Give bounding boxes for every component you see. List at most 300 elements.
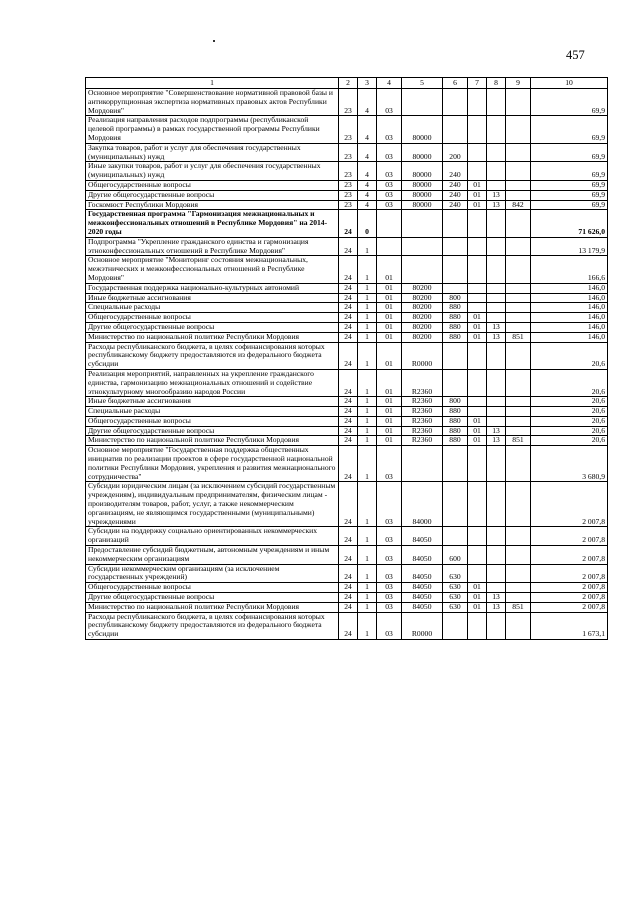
- code-cell-c2: 24: [339, 397, 358, 407]
- code-cell-c9: [506, 303, 531, 313]
- code-cell-c9: [506, 527, 531, 546]
- code-cell-c6: 600: [443, 546, 468, 565]
- header-cell: 4: [377, 78, 402, 89]
- row-name-cell: Субсидии некоммерческим организациям (за исключением государственных учреждений): [86, 564, 339, 583]
- code-cell-c5: 80200: [402, 303, 443, 313]
- table-body: [86, 78, 608, 640]
- code-cell-c3: 1: [358, 527, 377, 546]
- table-row: [86, 200, 608, 210]
- code-cell-c9: [506, 342, 531, 369]
- code-cell-c2: 24: [339, 369, 358, 396]
- code-cell-c3: 1: [358, 283, 377, 293]
- code-cell-c7: 01: [468, 426, 487, 436]
- amount-cell: 2 007,8: [531, 482, 608, 527]
- code-cell-c6: 880: [443, 313, 468, 323]
- code-cell-c4: 03: [377, 162, 402, 181]
- code-cell-c5: R0000: [402, 612, 443, 639]
- code-cell-c2: 24: [339, 416, 358, 426]
- code-cell-c3: 1: [358, 293, 377, 303]
- header-cell: 7: [468, 78, 487, 89]
- code-cell-c7: [468, 612, 487, 639]
- row-name-cell: Закупка товаров, работ и услуг для обеспечения государственных (муниципальных) нужд: [86, 143, 339, 162]
- table-row: [86, 593, 608, 603]
- code-cell-c9: [506, 612, 531, 639]
- code-cell-c7: [468, 283, 487, 293]
- code-cell-c4: 03: [377, 612, 402, 639]
- code-cell-c6: 200: [443, 143, 468, 162]
- table-row: [86, 407, 608, 417]
- code-cell-c8: [487, 583, 506, 593]
- code-cell-c7: 01: [468, 436, 487, 446]
- table-row: [86, 527, 608, 546]
- table-row: [86, 416, 608, 426]
- code-cell-c4: 03: [377, 190, 402, 200]
- header-cell: 8: [487, 78, 506, 89]
- code-cell-c5: R2360: [402, 407, 443, 417]
- code-cell-c9: [506, 162, 531, 181]
- code-cell-c5: 80200: [402, 313, 443, 323]
- code-cell-c9: [506, 593, 531, 603]
- code-cell-c5: [402, 210, 443, 237]
- table-row: [86, 583, 608, 593]
- code-cell-c9: [506, 446, 531, 482]
- table-row: [86, 116, 608, 143]
- code-cell-c2: 24: [339, 583, 358, 593]
- code-cell-c6: 880: [443, 436, 468, 446]
- code-cell-c7: [468, 546, 487, 565]
- code-cell-c8: 13: [487, 436, 506, 446]
- code-cell-c6: 880: [443, 303, 468, 313]
- amount-cell: 20,6: [531, 416, 608, 426]
- code-cell-c6: 630: [443, 583, 468, 593]
- page-number: 457: [566, 48, 585, 62]
- code-cell-c7: [468, 303, 487, 313]
- code-cell-c4: [377, 210, 402, 237]
- code-cell-c4: 03: [377, 143, 402, 162]
- amount-cell: 69,9: [531, 162, 608, 181]
- code-cell-c9: 851: [506, 602, 531, 612]
- row-name-cell: Иные бюджетные ассигнования: [86, 397, 339, 407]
- code-cell-c4: 03: [377, 527, 402, 546]
- code-cell-c9: [506, 190, 531, 200]
- code-cell-c2: 24: [339, 293, 358, 303]
- code-cell-c3: 1: [358, 313, 377, 323]
- code-cell-c8: [487, 116, 506, 143]
- code-cell-c6: 880: [443, 426, 468, 436]
- code-cell-c7: [468, 143, 487, 162]
- code-cell-c5: 80000: [402, 190, 443, 200]
- amount-cell: 146,0: [531, 322, 608, 332]
- code-cell-c7: [468, 407, 487, 417]
- code-cell-c5: 80000: [402, 143, 443, 162]
- table-row: [86, 89, 608, 116]
- amount-cell: 20,6: [531, 369, 608, 396]
- code-cell-c8: 13: [487, 190, 506, 200]
- code-cell-c4: 03: [377, 602, 402, 612]
- table-row: [86, 436, 608, 446]
- table-row: [86, 546, 608, 565]
- code-cell-c3: 1: [358, 397, 377, 407]
- code-cell-c7: 01: [468, 332, 487, 342]
- code-cell-c2: 24: [339, 602, 358, 612]
- code-cell-c6: 800: [443, 397, 468, 407]
- row-name-cell: Субсидии юридическим лицам (за исключением субсидий государственным учреждениям), индивидуальным предпринимателям, физическим лицам - производителям товаров, работ, услуг, а также некоммерческим организациям, не являющимся государственными (муниципальными) учреждениями: [86, 482, 339, 527]
- code-cell-c8: [487, 369, 506, 396]
- code-cell-c4: 01: [377, 397, 402, 407]
- code-cell-c6: [443, 237, 468, 256]
- code-cell-c3: 1: [358, 612, 377, 639]
- code-cell-c7: 01: [468, 593, 487, 603]
- code-cell-c8: [487, 256, 506, 283]
- code-cell-c4: 01: [377, 322, 402, 332]
- code-cell-c9: [506, 89, 531, 116]
- table-row: [86, 446, 608, 482]
- code-cell-c4: 03: [377, 546, 402, 565]
- code-cell-c8: [487, 546, 506, 565]
- code-cell-c3: 1: [358, 446, 377, 482]
- code-cell-c9: [506, 143, 531, 162]
- code-cell-c8: [487, 293, 506, 303]
- code-cell-c5: R2360: [402, 397, 443, 407]
- code-cell-c2: 24: [339, 612, 358, 639]
- row-name-cell: Предоставление субсидий бюджетным, автономным учреждениям и иным некоммерческим организациям: [86, 546, 339, 565]
- code-cell-c4: 01: [377, 426, 402, 436]
- row-name-cell: Основное мероприятие "Государственная поддержка общественных инициатив по реализации проектов в сфере государственной национальной политики Республики Мордовия, укрепления и развития межнационального сотрудничества": [86, 446, 339, 482]
- row-name-cell: Другие общегосударственные вопросы: [86, 426, 339, 436]
- code-cell-c3: 4: [358, 180, 377, 190]
- table-row: [86, 332, 608, 342]
- table-row: [86, 426, 608, 436]
- amount-cell: 2 007,8: [531, 564, 608, 583]
- code-cell-c6: 880: [443, 332, 468, 342]
- code-cell-c3: 1: [358, 564, 377, 583]
- table-row: [86, 342, 608, 369]
- code-cell-c9: [506, 369, 531, 396]
- code-cell-c9: [506, 237, 531, 256]
- code-cell-c4: 01: [377, 303, 402, 313]
- table-row: [86, 190, 608, 200]
- code-cell-c4: 01: [377, 256, 402, 283]
- row-name-cell: Расходы республиканского бюджета, в целях софинансирования которых республиканскому бюджету предоставляются из федерального бюджета субсидии: [86, 612, 339, 639]
- code-cell-c8: [487, 446, 506, 482]
- code-cell-c8: 13: [487, 426, 506, 436]
- table-row: [86, 143, 608, 162]
- code-cell-c2: 24: [339, 593, 358, 603]
- code-cell-c2: 24: [339, 322, 358, 332]
- header-cell: 1: [86, 78, 339, 89]
- code-cell-c5: 84050: [402, 583, 443, 593]
- code-cell-c4: 01: [377, 407, 402, 417]
- code-cell-c7: [468, 564, 487, 583]
- amount-cell: 146,0: [531, 303, 608, 313]
- code-cell-c5: [402, 237, 443, 256]
- code-cell-c8: [487, 210, 506, 237]
- code-cell-c3: 4: [358, 89, 377, 116]
- code-cell-c4: 03: [377, 446, 402, 482]
- code-cell-c4: 01: [377, 342, 402, 369]
- amount-cell: 71 626,0: [531, 210, 608, 237]
- code-cell-c3: 1: [358, 482, 377, 527]
- table-row: [86, 369, 608, 396]
- code-cell-c7: [468, 482, 487, 527]
- amount-cell: 20,6: [531, 342, 608, 369]
- code-cell-c5: 84050: [402, 527, 443, 546]
- row-name-cell: Общегосударственные вопросы: [86, 180, 339, 190]
- table-row: [86, 602, 608, 612]
- code-cell-c2: 24: [339, 546, 358, 565]
- table-row: [86, 482, 608, 527]
- table-row: [86, 313, 608, 323]
- row-name-cell: Министерство по национальной политике Республики Мордовия: [86, 602, 339, 612]
- row-name-cell: Субсидии на поддержку социально ориентированных некоммерческих организаций: [86, 527, 339, 546]
- code-cell-c2: 24: [339, 342, 358, 369]
- code-cell-c5: 84050: [402, 546, 443, 565]
- code-cell-c7: 01: [468, 602, 487, 612]
- header-cell: 2: [339, 78, 358, 89]
- code-cell-c9: [506, 293, 531, 303]
- row-name-cell: Общегосударственные вопросы: [86, 583, 339, 593]
- code-cell-c2: 24: [339, 446, 358, 482]
- header-cell: 3: [358, 78, 377, 89]
- code-cell-c8: [487, 283, 506, 293]
- row-name-cell: Подпрограмма "Укрепление гражданского единства и гармонизация этноконфессиональных отношений в Республике Мордовия": [86, 237, 339, 256]
- code-cell-c7: 01: [468, 190, 487, 200]
- code-cell-c8: [487, 342, 506, 369]
- code-cell-c5: 80200: [402, 332, 443, 342]
- header-cell: 10: [531, 78, 608, 89]
- amount-cell: 69,9: [531, 89, 608, 116]
- code-cell-c6: [443, 369, 468, 396]
- code-cell-c9: [506, 482, 531, 527]
- code-cell-c4: 03: [377, 593, 402, 603]
- code-cell-c5: 84050: [402, 593, 443, 603]
- amount-cell: 69,9: [531, 200, 608, 210]
- code-cell-c3: 4: [358, 162, 377, 181]
- code-cell-c6: 240: [443, 180, 468, 190]
- code-cell-c2: 23: [339, 89, 358, 116]
- code-cell-c5: 84050: [402, 564, 443, 583]
- code-cell-c4: 03: [377, 583, 402, 593]
- code-cell-c2: 24: [339, 210, 358, 237]
- code-cell-c7: [468, 446, 487, 482]
- table-row: [86, 612, 608, 639]
- code-cell-c2: 24: [339, 332, 358, 342]
- amount-cell: 20,6: [531, 407, 608, 417]
- header-cell: 6: [443, 78, 468, 89]
- code-cell-c5: 84000: [402, 482, 443, 527]
- code-cell-c5: 80200: [402, 283, 443, 293]
- code-cell-c3: 1: [358, 426, 377, 436]
- code-cell-c8: 13: [487, 593, 506, 603]
- code-cell-c8: 13: [487, 332, 506, 342]
- code-cell-c2: 23: [339, 143, 358, 162]
- code-cell-c9: [506, 407, 531, 417]
- amount-cell: 146,0: [531, 332, 608, 342]
- code-cell-c9: [506, 564, 531, 583]
- code-cell-c9: 851: [506, 332, 531, 342]
- code-cell-c7: [468, 237, 487, 256]
- code-cell-c3: 1: [358, 583, 377, 593]
- table-row: [86, 283, 608, 293]
- amount-cell: 20,6: [531, 426, 608, 436]
- code-cell-c2: 24: [339, 313, 358, 323]
- code-cell-c8: [487, 162, 506, 181]
- code-cell-c4: 03: [377, 200, 402, 210]
- row-name-cell: Реализация мероприятий, направленных на укрепление гражданского единства, гармонизацию межнациональных отношений и содействие этнокультурному многообразию народов России: [86, 369, 339, 396]
- code-cell-c3: 4: [358, 200, 377, 210]
- code-cell-c2: 23: [339, 180, 358, 190]
- code-cell-c8: [487, 397, 506, 407]
- code-cell-c5: 80200: [402, 322, 443, 332]
- code-cell-c7: [468, 210, 487, 237]
- amount-cell: 69,9: [531, 143, 608, 162]
- code-cell-c7: 01: [468, 416, 487, 426]
- table-row: [86, 210, 608, 237]
- code-cell-c2: 24: [339, 527, 358, 546]
- amount-cell: 13 179,9: [531, 237, 608, 256]
- table-row: [86, 564, 608, 583]
- code-cell-c5: R2360: [402, 416, 443, 426]
- code-cell-c6: [443, 612, 468, 639]
- row-name-cell: Специальные расходы: [86, 303, 339, 313]
- row-name-cell: Общегосударственные вопросы: [86, 313, 339, 323]
- code-cell-c9: [506, 313, 531, 323]
- code-cell-c6: [443, 446, 468, 482]
- table-row: [86, 162, 608, 181]
- code-cell-c4: 03: [377, 564, 402, 583]
- amount-cell: 20,6: [531, 397, 608, 407]
- code-cell-c3: 1: [358, 303, 377, 313]
- code-cell-c2: 24: [339, 407, 358, 417]
- code-cell-c7: [468, 89, 487, 116]
- code-cell-c5: 80000: [402, 162, 443, 181]
- code-cell-c3: 1: [358, 256, 377, 283]
- code-cell-c9: [506, 546, 531, 565]
- code-cell-c7: [468, 256, 487, 283]
- code-cell-c9: [506, 426, 531, 436]
- code-cell-c4: 03: [377, 116, 402, 143]
- amount-cell: 2 007,8: [531, 593, 608, 603]
- code-cell-c7: [468, 397, 487, 407]
- code-cell-c8: [487, 303, 506, 313]
- code-cell-c7: [468, 527, 487, 546]
- code-cell-c6: 880: [443, 407, 468, 417]
- row-name-cell: Другие общегосударственные вопросы: [86, 190, 339, 200]
- code-cell-c2: 23: [339, 200, 358, 210]
- code-cell-c4: 01: [377, 369, 402, 396]
- row-name-cell: Государственная поддержка национально-культурных автономий: [86, 283, 339, 293]
- row-name-cell: Другие общегосударственные вопросы: [86, 322, 339, 332]
- header-cell: 5: [402, 78, 443, 89]
- code-cell-c3: 4: [358, 116, 377, 143]
- row-name-cell: Иные бюджетные ассигнования: [86, 293, 339, 303]
- table-row: [86, 397, 608, 407]
- code-cell-c2: 24: [339, 303, 358, 313]
- code-cell-c3: 1: [358, 407, 377, 417]
- code-cell-c9: [506, 256, 531, 283]
- code-cell-c4: 03: [377, 89, 402, 116]
- row-name-cell: Другие общегосударственные вопросы: [86, 593, 339, 603]
- code-cell-c6: [443, 482, 468, 527]
- row-name-cell: Специальные расходы: [86, 407, 339, 417]
- code-cell-c8: [487, 143, 506, 162]
- code-cell-c8: [487, 482, 506, 527]
- scan-speck: [213, 40, 215, 42]
- table-row: [86, 237, 608, 256]
- code-cell-c6: [443, 89, 468, 116]
- code-cell-c2: 24: [339, 564, 358, 583]
- amount-cell: 69,9: [531, 190, 608, 200]
- code-cell-c3: 1: [358, 602, 377, 612]
- code-cell-c3: 1: [358, 342, 377, 369]
- table-header-row: [86, 78, 608, 89]
- code-cell-c5: [402, 446, 443, 482]
- amount-cell: 2 007,8: [531, 602, 608, 612]
- code-cell-c7: 01: [468, 180, 487, 190]
- code-cell-c6: 240: [443, 200, 468, 210]
- code-cell-c9: [506, 283, 531, 293]
- code-cell-c9: [506, 180, 531, 190]
- table-row: [86, 180, 608, 190]
- code-cell-c6: 240: [443, 162, 468, 181]
- amount-cell: 166,6: [531, 256, 608, 283]
- code-cell-c4: 01: [377, 293, 402, 303]
- code-cell-c4: 01: [377, 332, 402, 342]
- row-name-cell: Государственная программа "Гармонизация межнациональных и межконфессиональных отношений в Республике Мордовия" на 2014-2020 годы: [86, 210, 339, 237]
- row-name-cell: Общегосударственные вопросы: [86, 416, 339, 426]
- code-cell-c7: 01: [468, 583, 487, 593]
- code-cell-c2: 24: [339, 237, 358, 256]
- row-name-cell: Министерство по национальной политике Республики Мордовия: [86, 332, 339, 342]
- row-name-cell: Реализация направления расходов подпрограммы (республиканской целевой программы) в рамках государственной программы Республики Мордовия: [86, 116, 339, 143]
- code-cell-c9: [506, 397, 531, 407]
- amount-cell: 146,0: [531, 313, 608, 323]
- header-cell: 9: [506, 78, 531, 89]
- code-cell-c4: [377, 237, 402, 256]
- code-cell-c5: [402, 256, 443, 283]
- code-cell-c5: [402, 89, 443, 116]
- code-cell-c3: 1: [358, 593, 377, 603]
- code-cell-c7: [468, 369, 487, 396]
- code-cell-c8: [487, 407, 506, 417]
- amount-cell: 2 007,8: [531, 546, 608, 565]
- code-cell-c9: [506, 583, 531, 593]
- code-cell-c2: 24: [339, 256, 358, 283]
- code-cell-c5: 80000: [402, 200, 443, 210]
- code-cell-c9: [506, 322, 531, 332]
- code-cell-c8: 13: [487, 200, 506, 210]
- code-cell-c6: 630: [443, 602, 468, 612]
- code-cell-c6: 880: [443, 416, 468, 426]
- code-cell-c3: 1: [358, 332, 377, 342]
- code-cell-c6: 240: [443, 190, 468, 200]
- code-cell-c3: 4: [358, 143, 377, 162]
- amount-cell: 3 680,9: [531, 446, 608, 482]
- code-cell-c6: [443, 283, 468, 293]
- code-cell-c2: 24: [339, 426, 358, 436]
- code-cell-c7: [468, 293, 487, 303]
- code-cell-c8: [487, 313, 506, 323]
- code-cell-c4: 01: [377, 436, 402, 446]
- code-cell-c3: 1: [358, 237, 377, 256]
- code-cell-c6: [443, 256, 468, 283]
- code-cell-c4: 03: [377, 180, 402, 190]
- code-cell-c8: 13: [487, 322, 506, 332]
- code-cell-c2: 23: [339, 190, 358, 200]
- code-cell-c7: 01: [468, 200, 487, 210]
- code-cell-c9: [506, 416, 531, 426]
- code-cell-c7: [468, 342, 487, 369]
